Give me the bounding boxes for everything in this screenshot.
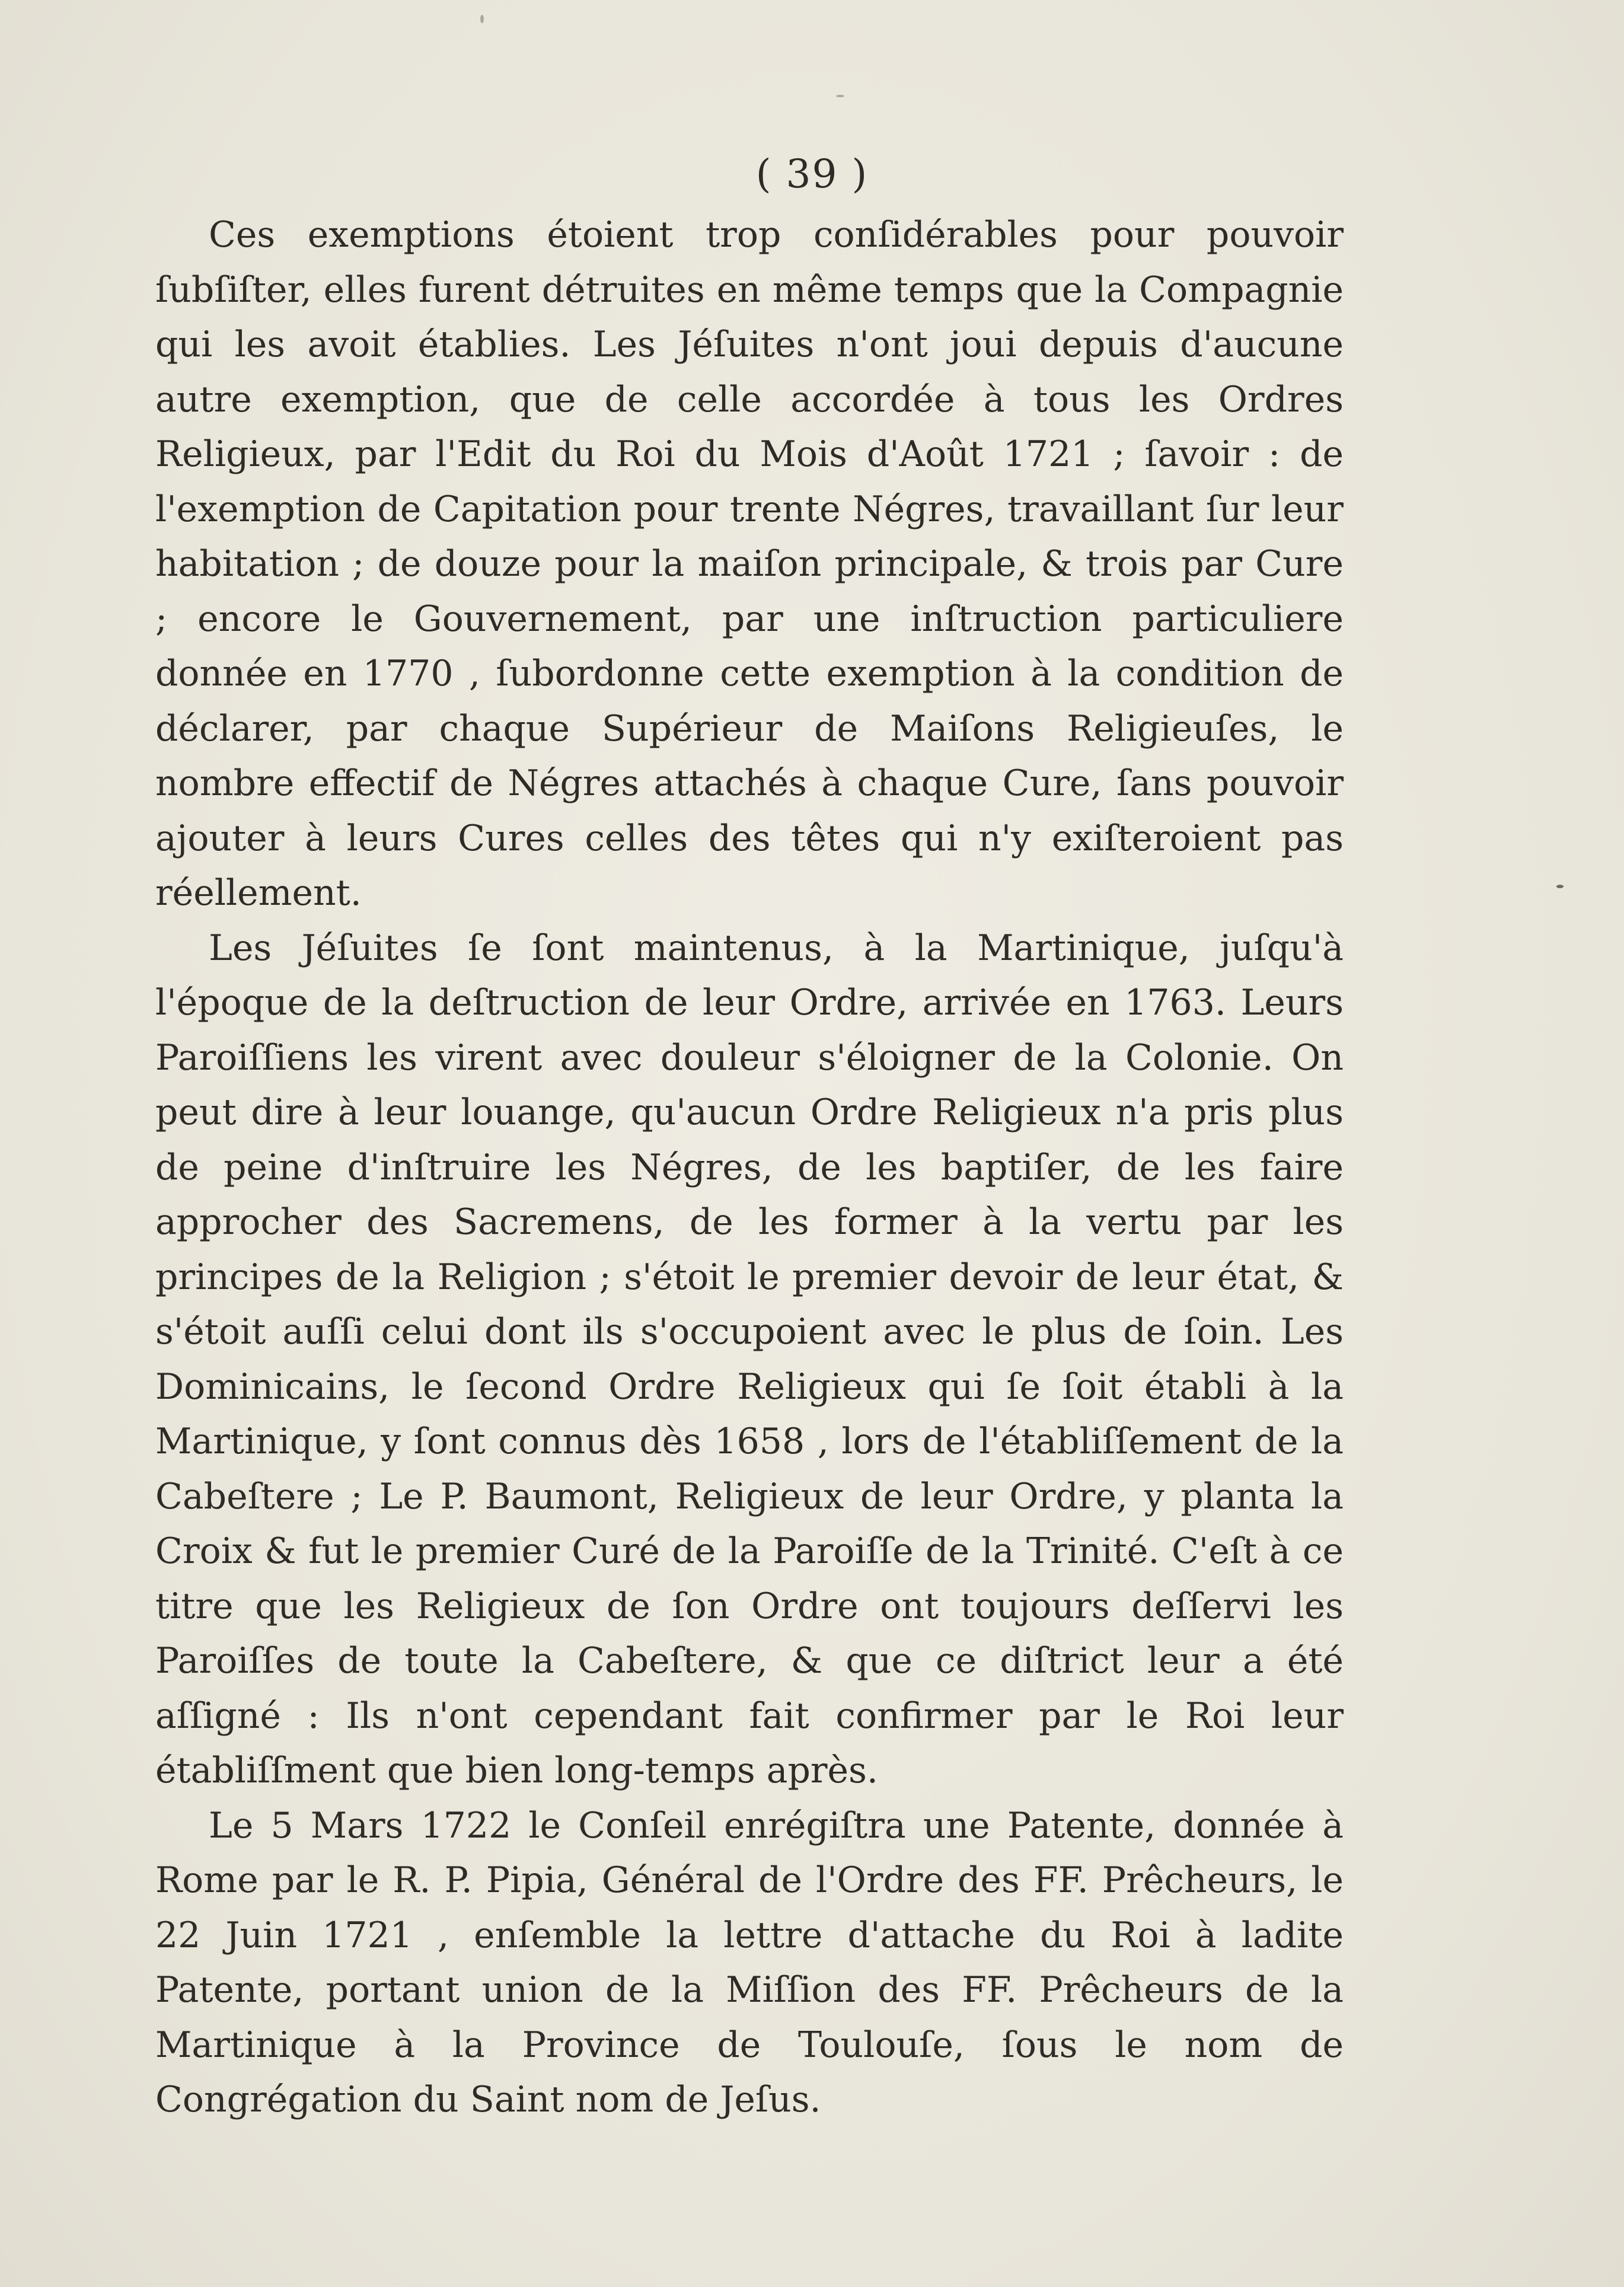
paragraph-jesuites-dominicains: Les Jéſuites ſe ſont maintenus, à la Martinique, juſqu'à l'époque de la deſtruction de leur Ordre, arrivée en 1763. Leurs Paroiſſiens les virent avec douleur s'éloigner de la Colonie. On peut dire à leur louange, qu'aucun Ordre Religieux n'a pris plus de peine d'inſtruire les Négres, de les baptiſer, de les faire approcher des Sacremens, de les former à la vertu par les principes de la Religion ; s'étoit le premier devoir de leur état, & s'étoit auſſi celui dont ils s'occupoient avec le plus de ſoin. Les Dominicains, le ſecond Ordre Religieux qui ſe ſoit établi à la Martinique, y ſont connus dès 1658 , lors de l'établiſſement de la Cabeſtere ; Le P. Baumont, Religieux de leur Ordre, y planta la Croix & fut le premier Curé de la Paroiſſe de la Trinité. C'eſt à ce titre que les Religieux de ſon Ordre ont toujours deſſervi les Paroiſſes de toute la Cabeſtere, & que ce diſtrict leur a été aſſigné : Ils n'ont cependant fait confirmer par le Roi leur établiſſment que bien long-temps après. xyxy=(155,927,1344,1791)
paper-speck xyxy=(1556,885,1564,888)
paper-speck xyxy=(836,95,844,97)
paper-speck xyxy=(480,15,484,23)
paragraph-patente: Le 5 Mars 1722 le Conſeil enrégiſtra une Patente, donnée à Rome par le R. P. Pipia, Général de l'Ordre des FF. Prêcheurs, le 22 Juin 1721 , enſemble la lettre d'attache du Roi à ladite Patente, portant union de la Miſſion des FF. Prêcheurs de la Martinique à la Province de Toulouſe, ſous le nom de Congrégation du Saint nom de Jeſus. xyxy=(155,1804,1344,2120)
paragraph-exemptions: Ces exemptions étoient trop conſidérables pour pouvoir ſubſiſter, elles furent détruites en même temps que la Compagnie qui les avoit établies. Les Jéſuites n'ont joui depuis d'aucune autre exemption, que de celle accordée à tous les Ordres Religieux, par l'Edit du Roi du Mois d'Août 1721 ; ſavoir : de l'exemption de Capitation pour trente Négres, travaillant ſur leur habitation ; de douze pour la maiſon principale, & trois par Cure ; encore le Gouvernement, par une inſtruction particuliere donnée en 1770 , ſubordonne cette exemption à la condition de déclarer, par chaque Supérieur de Maiſons Religieuſes, le nombre effectif de Négres attachés à chaque Cure, ſans pouvoir ajouter à leurs Cures celles des têtes qui n'y exiſteroient pas réellement. xyxy=(155,214,1344,914)
page-number: ( 39 ) xyxy=(755,151,869,197)
body-text xyxy=(155,208,1344,2127)
